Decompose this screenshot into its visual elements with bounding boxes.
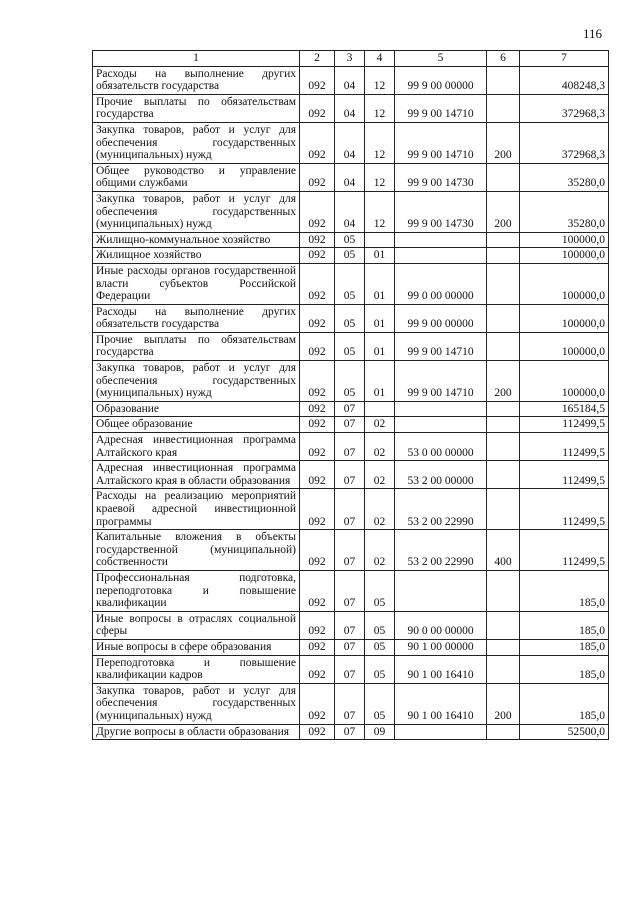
row-subsection-cell: 05 xyxy=(365,611,395,639)
row-amount-cell: 35280,0 xyxy=(520,191,609,232)
row-vr-cell: 200 xyxy=(487,191,520,232)
row-code-cell: 092 xyxy=(300,683,335,724)
table-row xyxy=(93,611,609,639)
row-amount-cell: 112499,5 xyxy=(520,530,609,571)
header-cell: 1 xyxy=(93,51,300,67)
row-vr-cell xyxy=(487,304,520,332)
table-row xyxy=(93,191,609,232)
row-vr-cell: 400 xyxy=(487,530,520,571)
row-code-cell: 092 xyxy=(300,570,335,611)
row-target-cell: 53 2 00 22990 xyxy=(395,530,487,571)
row-target-cell: 99 9 00 00000 xyxy=(395,304,487,332)
row-target-cell: 99 9 00 14710 xyxy=(395,361,487,402)
row-amount-cell: 185,0 xyxy=(520,611,609,639)
table-row xyxy=(93,433,609,461)
row-code-cell: 092 xyxy=(300,401,335,417)
row-target-cell xyxy=(395,570,487,611)
row-name-cell: Расходы на выполнение других обязательств государства xyxy=(93,66,300,94)
row-section-cell: 05 xyxy=(335,332,365,360)
row-vr-cell xyxy=(487,163,520,191)
row-subsection-cell: 05 xyxy=(365,639,395,655)
row-name-cell: Закупка товаров, работ и услуг для обеспечения государственных (муниципальных) нужд xyxy=(93,122,300,163)
row-amount-cell: 100000,0 xyxy=(520,304,609,332)
row-name-cell: Другие вопросы в области образования xyxy=(93,724,300,740)
row-name-cell: Прочие выплаты по обязательствам государства xyxy=(93,94,300,122)
row-vr-cell xyxy=(487,401,520,417)
table-row xyxy=(93,570,609,611)
row-target-cell xyxy=(395,232,487,248)
row-name-cell: Адресная инвестиционная программа Алтайского края в области образования xyxy=(93,461,300,489)
table-row xyxy=(93,401,609,417)
row-subsection-cell: 01 xyxy=(365,263,395,304)
row-vr-cell xyxy=(487,655,520,683)
row-vr-cell xyxy=(487,94,520,122)
row-code-cell: 092 xyxy=(300,433,335,461)
row-amount-cell: 112499,5 xyxy=(520,433,609,461)
row-target-cell: 53 2 00 00000 xyxy=(395,461,487,489)
row-section-cell: 07 xyxy=(335,489,365,530)
row-amount-cell: 100000,0 xyxy=(520,332,609,360)
row-section-cell: 07 xyxy=(335,570,365,611)
table-header-row xyxy=(93,51,609,67)
row-section-cell: 05 xyxy=(335,248,365,264)
row-code-cell: 092 xyxy=(300,232,335,248)
row-code-cell: 092 xyxy=(300,530,335,571)
row-section-cell: 07 xyxy=(335,639,365,655)
row-amount-cell: 112499,5 xyxy=(520,489,609,530)
row-target-cell: 99 0 00 00000 xyxy=(395,263,487,304)
row-vr-cell xyxy=(487,248,520,264)
row-section-cell: 07 xyxy=(335,433,365,461)
row-amount-cell: 372968,3 xyxy=(520,94,609,122)
row-section-cell: 05 xyxy=(335,361,365,402)
row-subsection-cell: 02 xyxy=(365,417,395,433)
row-subsection-cell: 12 xyxy=(365,163,395,191)
row-vr-cell xyxy=(487,611,520,639)
row-vr-cell xyxy=(487,433,520,461)
budget-table xyxy=(92,50,609,740)
row-section-cell: 04 xyxy=(335,122,365,163)
row-code-cell: 092 xyxy=(300,639,335,655)
row-section-cell: 07 xyxy=(335,655,365,683)
row-amount-cell: 112499,5 xyxy=(520,461,609,489)
row-code-cell: 092 xyxy=(300,461,335,489)
row-amount-cell: 112499,5 xyxy=(520,417,609,433)
table-row xyxy=(93,232,609,248)
row-name-cell: Жилищно-коммунальное хозяйство xyxy=(93,232,300,248)
row-amount-cell: 35280,0 xyxy=(520,163,609,191)
row-subsection-cell: 12 xyxy=(365,122,395,163)
row-section-cell: 04 xyxy=(335,94,365,122)
row-target-cell xyxy=(395,248,487,264)
row-target-cell: 99 9 00 14730 xyxy=(395,191,487,232)
row-amount-cell: 100000,0 xyxy=(520,263,609,304)
row-code-cell: 092 xyxy=(300,332,335,360)
row-name-cell: Расходы на реализацию мероприятий краевой адресной инвестиционной программы xyxy=(93,489,300,530)
header-cell: 3 xyxy=(335,51,365,67)
row-vr-cell: 200 xyxy=(487,361,520,402)
table-row xyxy=(93,530,609,571)
row-code-cell: 092 xyxy=(300,122,335,163)
row-code-cell: 092 xyxy=(300,304,335,332)
row-vr-cell xyxy=(487,489,520,530)
row-amount-cell: 165184,5 xyxy=(520,401,609,417)
row-name-cell: Закупка товаров, работ и услуг для обеспечения государственных (муниципальных) нужд xyxy=(93,361,300,402)
row-target-cell: 90 1 00 00000 xyxy=(395,639,487,655)
row-vr-cell xyxy=(487,570,520,611)
row-name-cell: Образование xyxy=(93,401,300,417)
table-row xyxy=(93,163,609,191)
row-name-cell: Иные вопросы в отраслях социальной сферы xyxy=(93,611,300,639)
table-row xyxy=(93,489,609,530)
table-row xyxy=(93,332,609,360)
row-subsection-cell: 05 xyxy=(365,570,395,611)
row-code-cell: 092 xyxy=(300,417,335,433)
row-target-cell: 53 0 00 00000 xyxy=(395,433,487,461)
row-code-cell: 092 xyxy=(300,611,335,639)
row-target-cell xyxy=(395,401,487,417)
row-vr-cell xyxy=(487,66,520,94)
row-name-cell: Жилищное хозяйство xyxy=(93,248,300,264)
table-row xyxy=(93,248,609,264)
row-name-cell: Капитальные вложения в объекты государственной (муниципальной) собственности xyxy=(93,530,300,571)
row-subsection-cell xyxy=(365,232,395,248)
row-code-cell: 092 xyxy=(300,94,335,122)
row-vr-cell xyxy=(487,461,520,489)
row-target-cell: 90 1 00 16410 xyxy=(395,683,487,724)
row-vr-cell xyxy=(487,639,520,655)
table-row xyxy=(93,66,609,94)
row-vr-cell: 200 xyxy=(487,122,520,163)
row-subsection-cell: 02 xyxy=(365,433,395,461)
row-subsection-cell xyxy=(365,401,395,417)
row-name-cell: Иные вопросы в сфере образования xyxy=(93,639,300,655)
row-amount-cell: 185,0 xyxy=(520,639,609,655)
row-code-cell: 092 xyxy=(300,163,335,191)
row-section-cell: 05 xyxy=(335,263,365,304)
row-vr-cell xyxy=(487,332,520,360)
row-subsection-cell: 05 xyxy=(365,655,395,683)
row-vr-cell xyxy=(487,263,520,304)
row-section-cell: 07 xyxy=(335,461,365,489)
row-subsection-cell: 09 xyxy=(365,724,395,740)
header-cell: 2 xyxy=(300,51,335,67)
row-section-cell: 05 xyxy=(335,232,365,248)
table-row xyxy=(93,361,609,402)
row-section-cell: 07 xyxy=(335,611,365,639)
row-name-cell: Адресная инвестиционная программа Алтайского края xyxy=(93,433,300,461)
table-row xyxy=(93,304,609,332)
row-section-cell: 07 xyxy=(335,530,365,571)
row-name-cell: Закупка товаров, работ и услуг для обеспечения государственных (муниципальных) нужд xyxy=(93,191,300,232)
row-target-cell: 99 9 00 14710 xyxy=(395,94,487,122)
row-subsection-cell: 01 xyxy=(365,304,395,332)
row-target-cell: 53 2 00 22990 xyxy=(395,489,487,530)
row-subsection-cell: 05 xyxy=(365,683,395,724)
row-subsection-cell: 02 xyxy=(365,489,395,530)
row-amount-cell: 100000,0 xyxy=(520,232,609,248)
row-vr-cell xyxy=(487,417,520,433)
table-row xyxy=(93,461,609,489)
table-row xyxy=(93,417,609,433)
row-code-cell: 092 xyxy=(300,263,335,304)
table-row xyxy=(93,724,609,740)
row-section-cell: 07 xyxy=(335,683,365,724)
row-amount-cell: 408248,3 xyxy=(520,66,609,94)
row-section-cell: 07 xyxy=(335,417,365,433)
row-code-cell: 092 xyxy=(300,724,335,740)
row-name-cell: Иные расходы органов государственной власти субъектов Российской Федерации xyxy=(93,263,300,304)
row-section-cell: 04 xyxy=(335,191,365,232)
row-code-cell: 092 xyxy=(300,248,335,264)
row-vr-cell xyxy=(487,232,520,248)
row-name-cell: Закупка товаров, работ и услуг для обеспечения государственных (муниципальных) нужд xyxy=(93,683,300,724)
row-section-cell: 04 xyxy=(335,66,365,94)
row-amount-cell: 185,0 xyxy=(520,683,609,724)
row-code-cell: 092 xyxy=(300,361,335,402)
header-cell: 7 xyxy=(520,51,609,67)
row-name-cell: Общее руководство и управление общими службами xyxy=(93,163,300,191)
row-subsection-cell: 02 xyxy=(365,461,395,489)
row-code-cell: 092 xyxy=(300,655,335,683)
row-target-cell: 99 9 00 00000 xyxy=(395,66,487,94)
row-name-cell: Общее образование xyxy=(93,417,300,433)
header-cell: 6 xyxy=(487,51,520,67)
row-subsection-cell: 12 xyxy=(365,191,395,232)
row-amount-cell: 372968,3 xyxy=(520,122,609,163)
row-subsection-cell: 01 xyxy=(365,332,395,360)
table-row xyxy=(93,263,609,304)
row-section-cell: 07 xyxy=(335,401,365,417)
row-vr-cell: 200 xyxy=(487,683,520,724)
row-code-cell: 092 xyxy=(300,191,335,232)
table-row xyxy=(93,122,609,163)
row-section-cell: 05 xyxy=(335,304,365,332)
row-target-cell: 99 9 00 14730 xyxy=(395,163,487,191)
row-target-cell xyxy=(395,724,487,740)
row-subsection-cell: 01 xyxy=(365,361,395,402)
table-row xyxy=(93,683,609,724)
header-cell: 4 xyxy=(365,51,395,67)
row-code-cell: 092 xyxy=(300,66,335,94)
row-target-cell: 99 9 00 14710 xyxy=(395,332,487,360)
row-name-cell: Переподготовка и повышение квалификации кадров xyxy=(93,655,300,683)
page-number: 116 xyxy=(582,26,602,41)
row-section-cell: 04 xyxy=(335,163,365,191)
row-target-cell: 90 0 00 00000 xyxy=(395,611,487,639)
row-subsection-cell: 12 xyxy=(365,94,395,122)
row-name-cell: Профессиональная подготовка, переподготовка и повышение квалификации xyxy=(93,570,300,611)
header-cell: 5 xyxy=(395,51,487,67)
row-target-cell xyxy=(395,417,487,433)
row-subsection-cell: 01 xyxy=(365,248,395,264)
row-vr-cell xyxy=(487,724,520,740)
row-subsection-cell: 12 xyxy=(365,66,395,94)
table-row xyxy=(93,655,609,683)
row-amount-cell: 100000,0 xyxy=(520,361,609,402)
row-subsection-cell: 02 xyxy=(365,530,395,571)
row-name-cell: Прочие выплаты по обязательствам государства xyxy=(93,332,300,360)
row-amount-cell: 100000,0 xyxy=(520,248,609,264)
table-row xyxy=(93,639,609,655)
row-amount-cell: 52500,0 xyxy=(520,724,609,740)
row-target-cell: 99 9 00 14710 xyxy=(395,122,487,163)
table-row xyxy=(93,94,609,122)
row-section-cell: 07 xyxy=(335,724,365,740)
row-amount-cell: 185,0 xyxy=(520,570,609,611)
row-amount-cell: 185,0 xyxy=(520,655,609,683)
row-target-cell: 90 1 00 16410 xyxy=(395,655,487,683)
row-code-cell: 092 xyxy=(300,489,335,530)
row-name-cell: Расходы на выполнение других обязательств государства xyxy=(93,304,300,332)
